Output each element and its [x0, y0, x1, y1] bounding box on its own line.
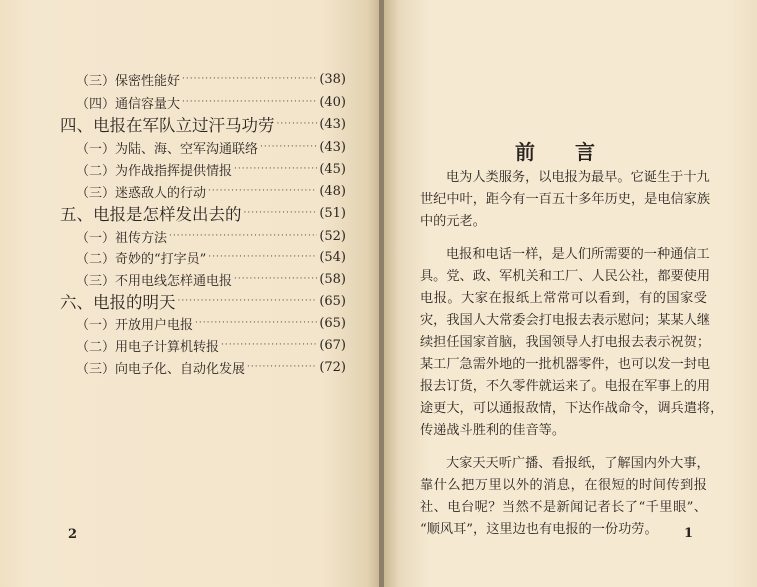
book-gutter	[379, 0, 384, 587]
toc-entry-title: （三）保密性能好	[76, 73, 181, 89]
toc-entry	[0, 68, 346, 90]
text-line: 报去订货，不久零件就运来了。电报在军事上的用	[420, 379, 711, 394]
toc-entry-page: (43)	[319, 116, 346, 132]
toc-entry	[0, 113, 346, 135]
toc-entry-title: （一）为陆、海、空军沟通联络	[76, 141, 259, 157]
toc-entry-page: (72)	[319, 359, 346, 375]
toc-entry-title: （一）开放用户电报	[76, 317, 194, 333]
toc-entry-title: （二）为作战指挥提供情报	[76, 163, 233, 179]
text-line: 大家天天听广播、看报纸，了解国内外大事，	[446, 456, 710, 471]
toc-entry	[0, 290, 346, 312]
text-line: 具。党、政、军机关和工厂、人民公社，都要使用	[420, 269, 711, 284]
text-line: 世纪中叶，距今有一百五十多年历史，是电信家族	[420, 192, 711, 207]
text-line: 灾，我国人大常委会打电报去表示慰问；某某人继	[420, 313, 711, 328]
text-line: 传递战斗胜利的佳音等。	[420, 423, 566, 438]
toc-entry-page: (52)	[319, 228, 346, 244]
text-line: 续担任国家首脑，我国领导人打电报去表示祝贺；	[420, 335, 711, 350]
toc-entry-title: 四、电报在军队立过汗马功劳	[60, 116, 275, 135]
toc-leader-dots	[244, 208, 318, 218]
toc-leader-dots	[208, 252, 317, 262]
text-line: 社、电台呢？当然不是新闻记者长了“千里眼”、	[420, 500, 707, 515]
toc-leader-dots	[260, 142, 317, 152]
toc-leader-dots	[208, 186, 317, 196]
toc-entry-title: （二）用电子计算机转报	[76, 339, 220, 355]
toc-entry-title: （二）奇妙的“打字员”	[76, 251, 207, 267]
toc-leader-dots	[234, 164, 317, 174]
text-line: 电报。大家在报纸上常常可以看到，有的国家受	[420, 291, 707, 306]
toc-leader-dots	[221, 340, 317, 350]
toc-entry	[0, 180, 346, 202]
toc-entry	[0, 334, 346, 356]
toc-entry-page: (65)	[319, 315, 346, 331]
toc-leader-dots	[277, 119, 318, 129]
toc-entry-page: (43)	[319, 139, 346, 155]
toc-entry-title: （一）祖传方法	[76, 230, 168, 246]
toc-entry-page: (48)	[319, 183, 346, 199]
toc-entry	[0, 312, 346, 334]
text-line: 靠什么把万里以外的消息，在很短的时间传到报	[420, 478, 707, 493]
toc-leader-dots	[247, 362, 317, 372]
toc-leader-dots	[182, 74, 317, 84]
toc-entry-page: (51)	[319, 205, 346, 221]
page-number-left: 2	[68, 527, 78, 542]
toc-entry-title: （三）向电子化、自动化发展	[76, 361, 246, 377]
toc-leader-dots	[169, 231, 317, 241]
toc-entry	[0, 225, 346, 247]
toc-entry-page: (65)	[319, 293, 346, 309]
page-title: 前言	[515, 140, 635, 164]
page-number-right: 1	[684, 526, 694, 541]
text-line: “顺风耳”，这里边也有电报的一份功劳。	[420, 522, 658, 537]
toc-entry-title: 五、电报是怎样发出去的	[60, 205, 242, 224]
toc-leader-dots	[182, 97, 317, 107]
toc-entry-title: （三）迷惑敌人的行动	[76, 185, 207, 201]
toc-entry-title: 六、电报的明天	[60, 293, 176, 312]
toc-entry	[0, 246, 346, 268]
toc-leader-dots	[178, 296, 318, 306]
toc-entry	[0, 268, 346, 290]
toc-entry-title: （四）通信容量大	[76, 96, 181, 112]
toc-entry	[0, 136, 346, 158]
toc-leader-dots	[234, 274, 317, 284]
text-line: 电为人类服务，以电报为最早。它诞生于十九	[446, 170, 710, 185]
toc-entry-page: (38)	[319, 71, 346, 87]
text-line: 中的元老。	[420, 214, 486, 229]
toc-entry-page: (67)	[319, 337, 346, 353]
toc-entry-page: (54)	[319, 249, 346, 265]
toc-entry-page: (40)	[319, 94, 346, 110]
text-line: 途更大，可以通报敌情，下达作战命令，调兵遣将，	[420, 401, 724, 416]
toc-entry	[0, 91, 346, 113]
toc-entry	[0, 158, 346, 180]
text-line: 某工厂急需外地的一批机器零件，也可以发一封电	[420, 357, 711, 372]
toc-entry-page: (45)	[319, 161, 346, 177]
toc-leader-dots	[195, 318, 317, 328]
toc-entry	[0, 356, 346, 378]
toc-entry-page: (58)	[319, 271, 346, 287]
text-line: 电报和电话一样，是人们所需要的一种通信工	[446, 247, 710, 262]
toc-entry-title: （三）不用电线怎样通电报	[76, 273, 233, 289]
toc-entry	[0, 202, 346, 224]
